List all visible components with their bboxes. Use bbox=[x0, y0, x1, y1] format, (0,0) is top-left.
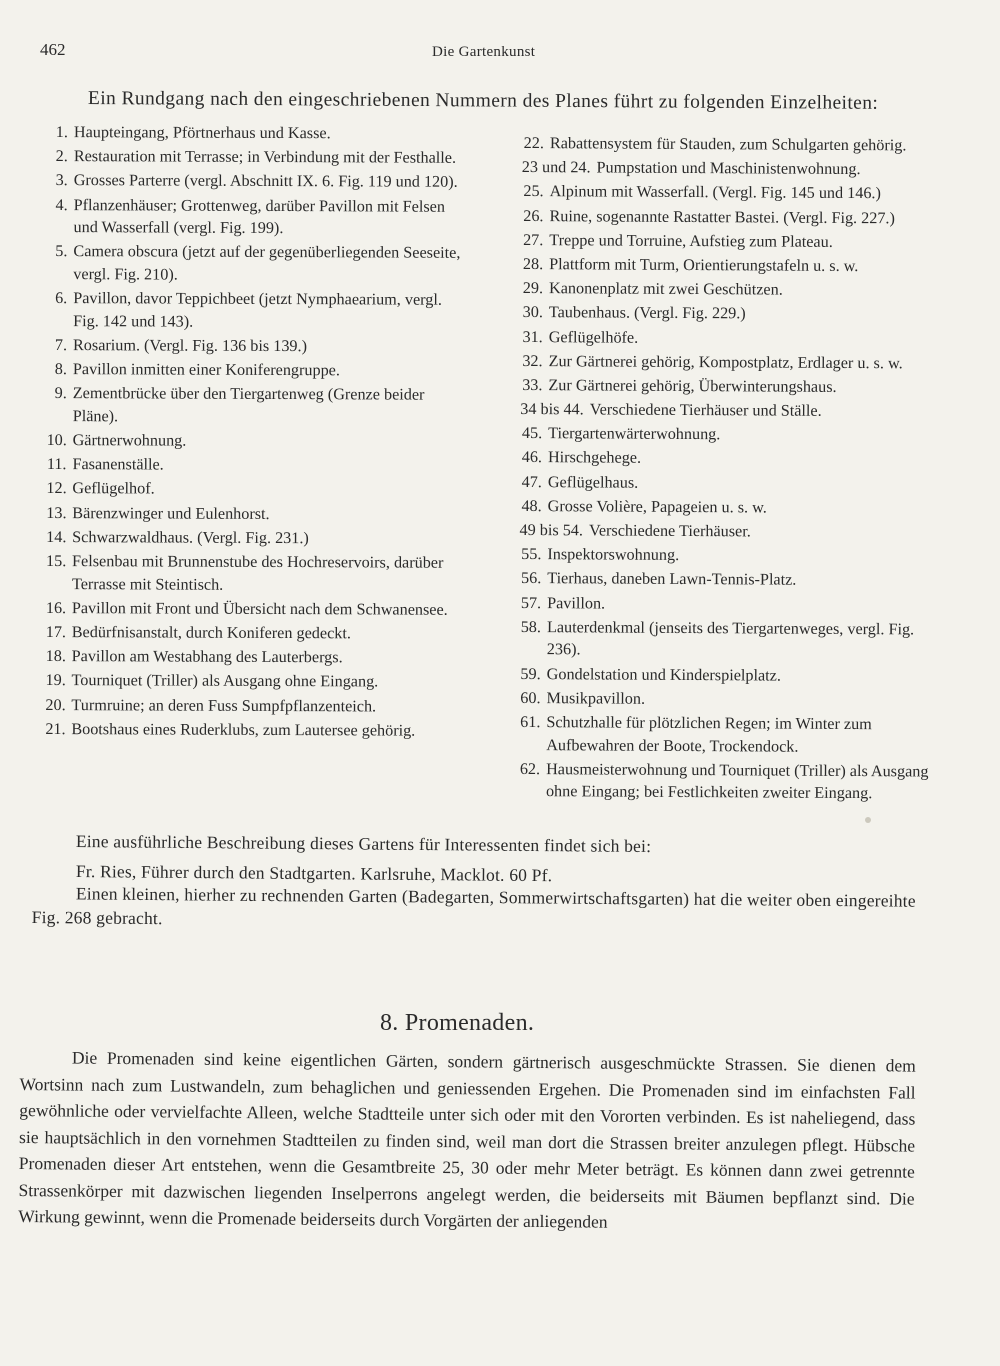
legend-item-text: Gondelstation und Kinderspielplatz. bbox=[546, 664, 781, 685]
legend-item-text: Hausmeisterwohnung und Tourniquet (Triller) als Ausgang ohne Eingang; bei Festlichkeiten zweiter Eingang. bbox=[545, 759, 929, 803]
legend-item-number: 28. bbox=[522, 254, 544, 274]
legend-item bbox=[520, 471, 938, 496]
legend-item-text: Tourniquet (Triller) als Ausgang ohne Eingang. bbox=[71, 671, 379, 691]
legend-item-number: 57. bbox=[520, 593, 542, 612]
legend-item bbox=[47, 429, 467, 453]
legend-item bbox=[47, 240, 467, 287]
legend-item-number: 5. bbox=[55, 242, 68, 261]
legend-item bbox=[521, 325, 939, 350]
legend-item-number: 20. bbox=[45, 695, 66, 714]
legend-item-text: Treppe und Torruine, Aufstieg zum Plateau. bbox=[549, 230, 833, 251]
legend-item-text: Geflügelhaus. bbox=[547, 472, 639, 492]
legend-item-text: Gärtnerwohnung. bbox=[72, 431, 187, 450]
legend-item-text: Alpinum mit Wasserfall. (Vergl. Fig. 145 und 146.) bbox=[549, 182, 881, 203]
legend-item bbox=[46, 597, 466, 621]
body-paragraph-text: Die Promenaden sind keine eigentlichen Gärten, sondern gärtnerisch ausgeschmückte Strassen. Sie dienen dem Wortsinn nach zum Lustwandeln, zum behaglichen und geniessenden Ergehen. Die Promenaden sind im einfachsten Fall gewöhnliche oder vervielfachte Alleen, welche Stadtteile unter sich oder mit den Vororten verbinden. Es ist naheliegend, dass sie hauptsächlich in den vornehmen Stadtteilen zu finden sind, weil man dort die Strassen breiter anzulegen pflegt. Hübsche Promenaden dieser Art entstehen, wenn die Gesamtbreite 25, 30 oder mehr Meter beträgt. Es können dann zwei getrennte Strassenkörper mit dazwischen liegenden Inselperrons angelegt werden, die beiderseits mit Bäumen bepflanzt sind. Die Wirkung gewinnt, wenn die Promenade beiderseits durch Vorgärten der anliegenden bbox=[18, 1047, 916, 1232]
legend-item bbox=[47, 382, 467, 429]
legend-item-text: Pavillon inmitten einer Koniferengruppe. bbox=[72, 360, 340, 380]
legend-item-number: 33. bbox=[522, 375, 543, 395]
legend-right-column bbox=[518, 132, 940, 807]
legend-item-text: Grosses Parterre (vergl. Abschnitt IX. 6. Fig. 119 und 120). bbox=[73, 171, 458, 192]
legend-item-text: Inspektorswohnung. bbox=[547, 545, 680, 565]
legend-item bbox=[520, 495, 938, 520]
legend-item bbox=[46, 645, 466, 669]
legend-item-number: 60. bbox=[520, 688, 541, 707]
legend-item-number: 9. bbox=[54, 384, 67, 403]
legend-item-number: 16. bbox=[45, 598, 67, 617]
legend-item bbox=[47, 334, 467, 358]
legend-item-number: 49 bis 54. bbox=[519, 520, 584, 540]
legend-item-number: 21. bbox=[45, 719, 66, 738]
legend-item-number: 62. bbox=[519, 759, 541, 778]
legend-item-text: Zur Gärtnerei gehörig, Kompostplatz, Erdlager u. s. w. bbox=[548, 351, 903, 373]
legend-item bbox=[47, 194, 467, 241]
legend-item bbox=[520, 446, 938, 471]
legend-item-text: Haupteingang, Pförtnerhaus und Kasse. bbox=[73, 123, 331, 143]
legend-item bbox=[45, 694, 465, 718]
legend-item-text: Geflügelhof. bbox=[72, 479, 155, 498]
additional-note bbox=[32, 881, 922, 937]
additional-note-text: Einen kleinen, hierher zu rechnenden Garten (Badegarten, Sommerwirtschaftsgarten) hat die weiter oben eingereihte Fig. 268 gebracht. bbox=[31, 883, 916, 929]
legend-item-number: 61. bbox=[520, 712, 541, 732]
legend-item-text: Verschiedene Tierhäuser und Ställe. bbox=[589, 400, 822, 420]
legend-item-number: 19. bbox=[45, 671, 66, 690]
legend-item-text: Schutzhalle für plötzlichen Regen; im Winter zum Aufbewahren der Boote, Trockendock. bbox=[546, 713, 872, 756]
legend-item-number: 10. bbox=[46, 431, 67, 450]
legend-item-number: 26. bbox=[523, 206, 544, 225]
legend-item-text: Ruine, sogenannte Rastatter Bastei. (Vergl. Fig. 227.) bbox=[549, 206, 895, 227]
legend-item-number: 55. bbox=[521, 545, 542, 564]
legend-item-text: Felsenbau mit Brunnenstube des Hochreservoirs, darüber Terrasse mit Steintisch. bbox=[71, 552, 444, 594]
legend-item bbox=[519, 543, 937, 568]
legend-item-text: Hirschgehege. bbox=[547, 448, 642, 468]
legend-item bbox=[521, 350, 939, 375]
legend-item-number: 15. bbox=[46, 551, 67, 571]
legend-item-number: 17. bbox=[45, 622, 67, 642]
legend-item-number: 4. bbox=[55, 195, 68, 214]
legend-item bbox=[518, 687, 936, 712]
legend-item-number: 56. bbox=[520, 569, 542, 588]
legend-item-text: Tierhaus, daneben Lawn-Tennis-Platz. bbox=[547, 569, 797, 590]
legend-item bbox=[521, 205, 939, 230]
legend-item-number: 25. bbox=[523, 182, 544, 201]
legend-item-text: Rabattensystem für Stauden, zum Schulgarten gehörig. bbox=[549, 134, 907, 155]
legend-item bbox=[48, 169, 468, 193]
legend-item-text: Bootshaus eines Ruderklubs, zum Lautersee gehörig. bbox=[71, 719, 416, 740]
legend-item bbox=[519, 663, 937, 688]
legend-item-text: Bärenzwinger und Eulenhorst. bbox=[72, 503, 270, 523]
legend-item-text: Geflügelhöfe. bbox=[548, 327, 639, 347]
legend-item bbox=[522, 132, 940, 157]
legend-item bbox=[48, 121, 468, 145]
legend-item-number: 45. bbox=[521, 424, 543, 443]
legend-item-number: 7. bbox=[54, 335, 68, 354]
legend-item-number: 6. bbox=[55, 289, 68, 308]
legend-item bbox=[521, 253, 939, 278]
legend-item-number: 31. bbox=[522, 327, 543, 346]
legend-item bbox=[46, 621, 466, 645]
legend-item-number: 27. bbox=[523, 230, 544, 249]
legend-item-number: 18. bbox=[45, 647, 66, 666]
legend-item-text: Camera obscura (jetzt auf der gegenüberliegenden Seeseite, vergl. Fig. 210). bbox=[73, 242, 461, 284]
legend-item-text: Zementbrücke über den Tiergartenweg (Grenze beider Pläne). bbox=[72, 384, 425, 426]
legend-item-number: 32. bbox=[522, 351, 543, 370]
legend-item-text: Tiergartenwärterwohnung. bbox=[548, 424, 721, 444]
legend-item bbox=[522, 180, 940, 205]
legend-item-number: 59. bbox=[520, 664, 541, 683]
legend-item-number: 12. bbox=[46, 479, 67, 498]
legend-item-number: 8. bbox=[54, 360, 67, 379]
legend-item-number: 23 und 24. bbox=[521, 158, 591, 177]
legend-item-text: Pavillon. bbox=[547, 593, 606, 613]
legend-item-number: 46. bbox=[521, 448, 543, 467]
legend-item bbox=[518, 711, 936, 759]
legend-item-text: Restauration mit Terrasse; in Verbindung mit der Festhalle. bbox=[73, 147, 457, 167]
legend-item-text: Grosse Volière, Papageien u. s. w. bbox=[547, 496, 767, 517]
legend-item-number: 14. bbox=[46, 527, 67, 546]
legend-item-number: 29. bbox=[522, 279, 544, 298]
legend-item-text: Kanonenplatz mit zwei Geschützen. bbox=[548, 279, 783, 299]
legend-item bbox=[47, 358, 467, 382]
legend-item-number: 48. bbox=[521, 496, 542, 515]
reference-note-line: Eine ausführliche Beschreibung dieses Gartens für Interessenten findet sich bei: bbox=[75, 830, 652, 857]
legend-item-text: Musikpavillon. bbox=[546, 688, 646, 708]
legend-item bbox=[45, 718, 465, 742]
legend-left-column bbox=[45, 121, 468, 744]
legend-item bbox=[521, 277, 939, 302]
intro-line: Ein Rundgang nach den eingeschriebenen Nummern des Planes führt zu folgenden Einzelheiten: bbox=[87, 88, 879, 114]
legend-item bbox=[46, 477, 466, 501]
legend-item-number: 3. bbox=[55, 171, 68, 190]
legend-item bbox=[521, 301, 939, 326]
legend-item bbox=[46, 669, 466, 693]
paper-smudge bbox=[865, 817, 871, 823]
legend-item-text: Zur Gärtnerei gehörig, Überwinterungshaus. bbox=[548, 376, 837, 396]
legend-item bbox=[518, 758, 936, 806]
legend-item-number: 1. bbox=[55, 123, 68, 142]
legend-item-text: Lauterdenkmal (jenseits des Tiergartenweges, vergl. Fig. 236). bbox=[546, 617, 915, 659]
legend-item-number: 58. bbox=[520, 617, 542, 636]
legend-item-number: 34 bis 44. bbox=[520, 400, 584, 419]
legend-item bbox=[520, 398, 938, 423]
legend-item-text: Taubenhaus. (Vergl. Fig. 229.) bbox=[548, 303, 746, 323]
legend-item bbox=[519, 592, 937, 617]
legend-item-number: 22. bbox=[523, 134, 544, 153]
legend-item bbox=[47, 287, 467, 334]
legend-item-number: 47. bbox=[521, 472, 542, 491]
legend-item-text: Fasanenställe. bbox=[72, 455, 164, 474]
legend-item bbox=[48, 145, 468, 169]
legend-item bbox=[46, 502, 466, 526]
section-title: 8. Promenaden. bbox=[380, 1010, 535, 1036]
legend-item-text: Bedürfnisanstalt, durch Koniferen gedeckt. bbox=[71, 623, 351, 643]
legend-item bbox=[521, 229, 939, 254]
legend-item bbox=[522, 156, 940, 181]
legend-item-text: Pavillon am Westabhang des Lauterbergs. bbox=[71, 647, 343, 667]
legend-item-number: 2. bbox=[55, 147, 68, 166]
legend-item-text: Pavillon mit Front und Übersicht nach dem Schwanensee. bbox=[71, 598, 448, 619]
legend-item-text: Turmruine; an deren Fuss Sumpfpflanzenteich. bbox=[71, 695, 377, 715]
running-title: Die Gartenkunst bbox=[432, 44, 536, 60]
legend-item bbox=[46, 526, 466, 550]
legend-item bbox=[520, 374, 938, 399]
legend-item bbox=[46, 453, 466, 477]
body-paragraph bbox=[18, 1044, 916, 1238]
legend-item bbox=[519, 519, 937, 544]
legend-item-text: Plattform mit Turm, Orientierungstafeln u. s. w. bbox=[549, 255, 859, 275]
legend-item-number: 11. bbox=[46, 455, 67, 474]
legend-item-text: Rosarium. (Vergl. Fig. 136 bis 139.) bbox=[72, 336, 308, 356]
legend-item bbox=[520, 422, 938, 447]
legend-item-text: Pumpstation und Maschinistenwohnung. bbox=[596, 158, 861, 179]
legend-item-text: Pflanzenhäuser; Grottenweg, darüber Pavillon mit Felsen und Wasserfall (vergl. Fig. 199). bbox=[73, 195, 445, 238]
reference-citation: Fr. Ries, Führer durch den Stadtgarten. Karlsruhe, Macklot. 60 Pf. bbox=[75, 860, 553, 886]
page-number: 462 bbox=[40, 40, 66, 59]
legend-item bbox=[519, 567, 937, 592]
legend-item-text: Verschiedene Tierhäuser. bbox=[588, 521, 751, 541]
legend-item bbox=[519, 616, 937, 664]
legend-item-text: Pavillon, davor Teppichbeet (jetzt Nymphaearium, vergl. Fig. 142 und 143). bbox=[73, 289, 442, 331]
legend-item bbox=[46, 550, 466, 597]
legend-item-text: Schwarzwaldhaus. (Vergl. Fig. 231.) bbox=[72, 527, 309, 547]
legend-item-number: 30. bbox=[522, 303, 543, 322]
legend-item-number: 13. bbox=[46, 503, 67, 522]
